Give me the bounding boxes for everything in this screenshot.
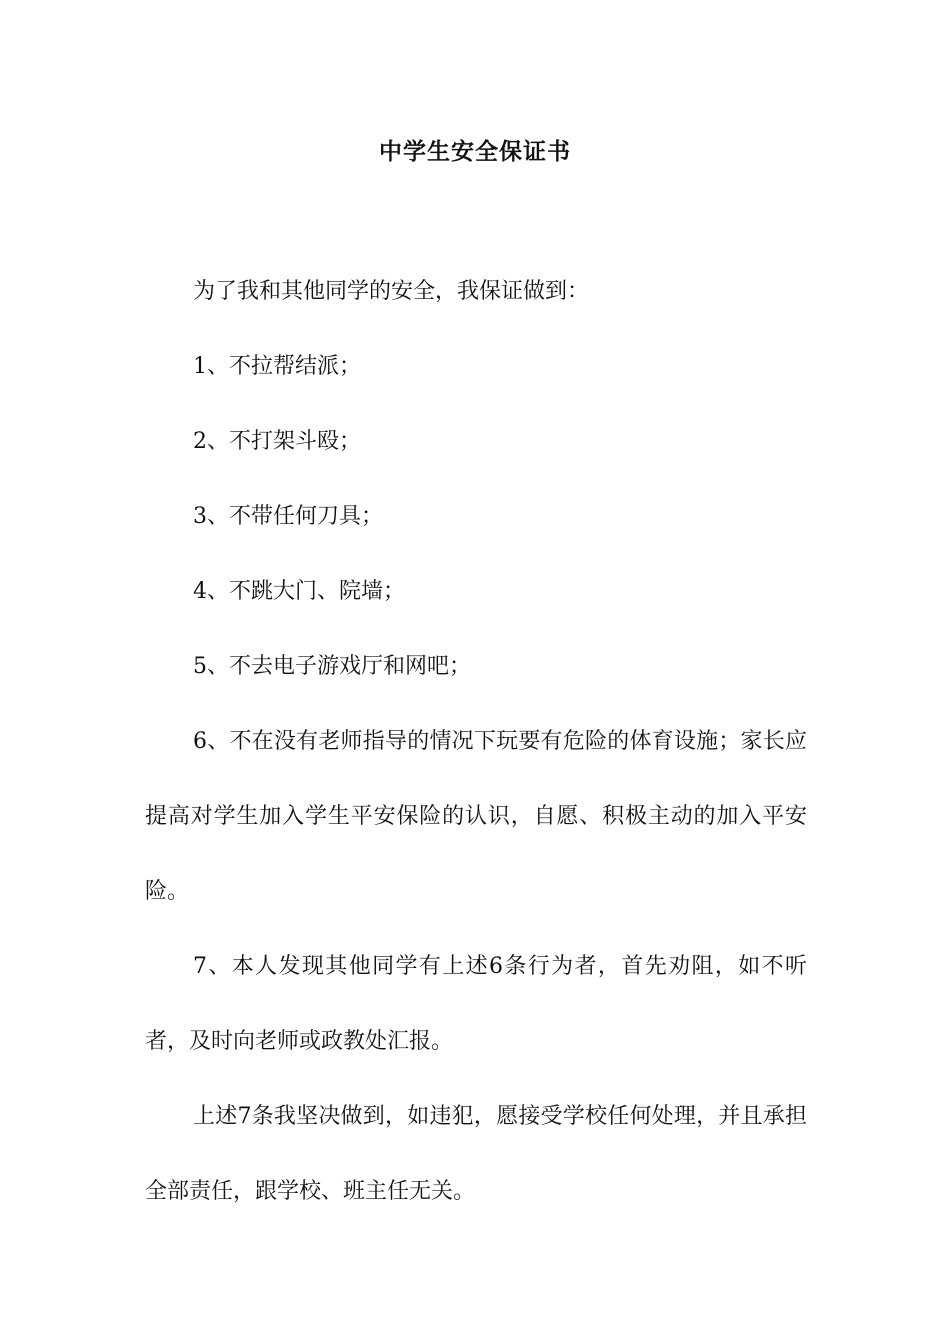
pledge-item-1: 1、不拉帮结派；	[193, 354, 361, 379]
pledge-item-6: 6、不在没有老师指导的情况下玩要有危险的体育设施；家长应提高对学生加入学生平安保险的认识，自愿、积极主动的加入平安险。	[145, 729, 807, 904]
closing-paragraph: 上述7条我坚决做到，如违犯，愿接受学校任何处理，并且承担全部责任，跟学校、班主任无关。	[145, 1104, 807, 1204]
document-body	[145, 254, 807, 1229]
pledge-item-5: 5、不去电子游戏厅和网吧；	[193, 654, 471, 679]
pledge-item-3: 3、不带任何刀具；	[193, 504, 383, 529]
pledge-item-2: 2、不打架斗殴；	[193, 429, 361, 454]
intro-paragraph: 为了我和其他同学的安全，我保证做到：	[193, 279, 590, 304]
document-title: 中学生安全保证书	[379, 138, 571, 165]
pledge-item-4: 4、不跳大门、院墙；	[193, 579, 405, 604]
pledge-item-7: 7、本人发现其他同学有上述6条行为者，首先劝阻，如不听者，及时向老师或政教处汇报。	[145, 954, 807, 1054]
